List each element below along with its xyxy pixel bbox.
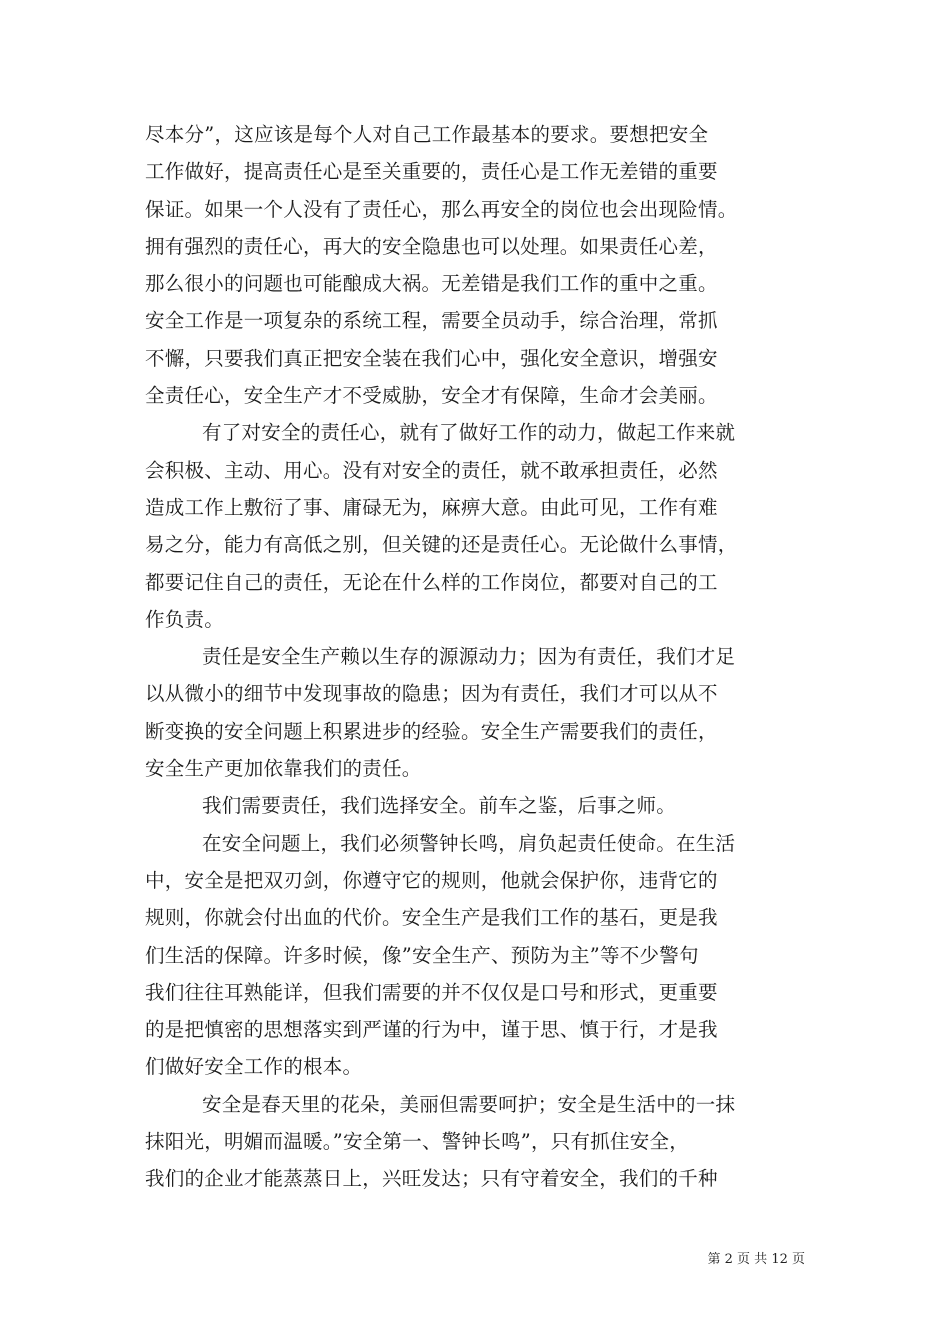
text-line: 工作做好，提高责任心是至关重要的，责任心是工作无差错的重要 [145,160,718,184]
text-line: 都要记住自己的责任，无论在什么样的工作岗位，都要对自己的工 [145,570,718,594]
document-body [145,116,810,1198]
text-line: 安全是春天里的花朵，美丽但需要呵护；安全是生活中的一抹 [202,1092,736,1116]
text-line: 我们需要责任，我们选择安全。前车之鉴，后事之师。 [202,794,677,818]
text-line: 保证。如果一个人没有了责任心，那么再安全的岗位也会出现险情。 [145,197,738,221]
text-line: 们生活的保障。许多时候，像”安全生产、预防为主”等不少警句 [145,943,699,967]
text-line: 的是把慎密的思想落实到严谨的行为中，谨于思、慎于行，才是我 [145,1018,718,1042]
text-line: 有了对安全的责任心，就有了做好工作的动力，做起工作来就 [202,421,736,445]
text-line: 易之分，能力有高低之别，但关键的还是责任心。无论做什么事情， [145,533,738,557]
text-line: 中，安全是把双刃剑，你遵守它的规则，他就会保护你，违背它的 [145,868,718,892]
text-line: 全责任心，安全生产才不受威胁，安全才有保障，生命才会美丽。 [145,384,718,408]
text-line: 拥有强烈的责任心，再大的安全隐患也可以处理。如果责任心差， [145,234,718,258]
text-line: 规则，你就会付出血的代价。安全生产是我们工作的基石，更是我 [145,906,718,930]
text-line: 那么很小的问题也可能酿成大祸。无差错是我们工作的重中之重。 [145,272,718,296]
text-line: 作负责。 [145,607,225,631]
text-line: 责任是安全生产赖以生存的源源动力；因为有责任，我们才足 [202,645,736,669]
text-line: 断变换的安全问题上积累进步的经验。安全生产需要我们的责任， [145,719,718,743]
page-number-footer: 第 2 页 共 12 页 [707,1252,805,1267]
text-line: 以从微小的细节中发现事故的隐患；因为有责任，我们才可以从不 [145,682,718,706]
text-line: 们做好安全工作的根本。 [145,1055,363,1079]
text-line: 尽本分”，这应该是每个人对自己工作最基本的要求。要想把安全 [145,123,709,146]
text-line: 不懈，只要我们真正把安全装在我们心中，强化安全意识，增强安 [145,346,718,370]
text-line: 安全工作是一项复杂的系统工程，需要全员动手，综合治理，常抓 [145,309,718,333]
text-line: 会积极、主动、用心。没有对安全的责任，就不敢承担责任，必然 [145,458,718,482]
text-line: 安全生产更加依靠我们的责任。 [145,757,422,781]
text-line: 在安全问题上，我们必须警钟长鸣，肩负起责任使命。在生活 [202,831,736,855]
text-line: 我们的企业才能蒸蒸日上，兴旺发达；只有守着安全，我们的千种 [145,1167,718,1191]
text-line: 抹阳光，明媚而温暖。”安全第一、警钟长鸣”，只有抓住安全， [145,1130,689,1154]
text-line: 造成工作上敷衍了事、庸碌无为，麻痹大意。由此可见，工作有难 [145,495,718,519]
text-line: 我们往往耳熟能详，但我们需要的并不仅仅是口号和形式，更重要 [145,980,718,1004]
